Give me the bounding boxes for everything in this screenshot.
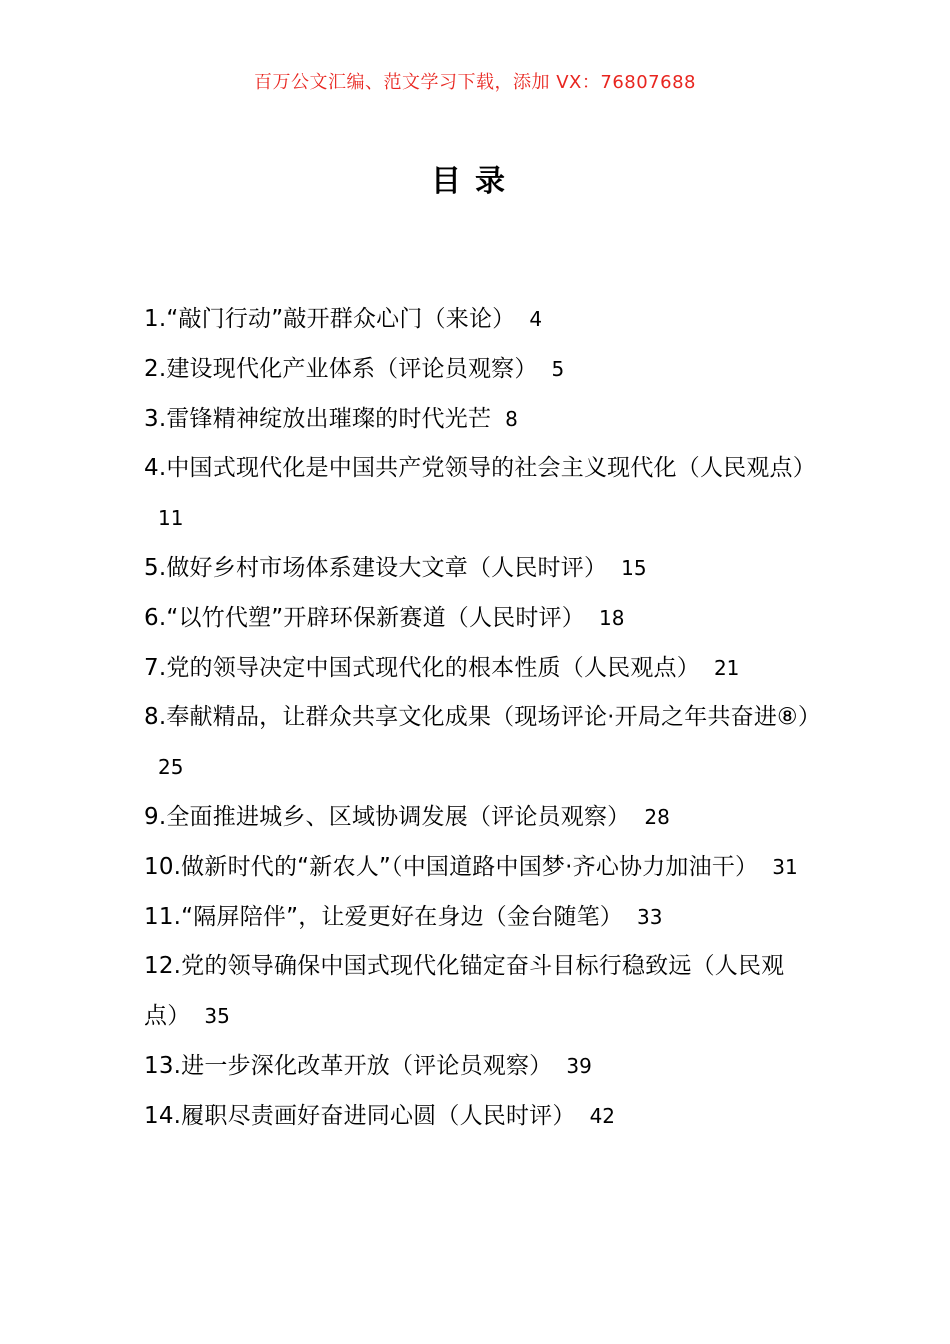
toc-entry-page: 11 xyxy=(158,506,184,531)
toc-entry-text: 2.建设现代化产业体系（评论员观察） xyxy=(144,355,538,382)
toc-entry-page: 21 xyxy=(713,655,740,680)
toc-entry-page: 4 xyxy=(529,307,543,331)
toc-entry-text: 3.雷锋精神绽放出璀璨的时代光芒 xyxy=(144,405,492,432)
toc-entry-text: 10.做新时代的“新农人”（中国道路中国梦·齐心协力加油干） xyxy=(144,853,759,880)
toc-entry-text: 1.“敲门行动”敲开群众心门（来论） xyxy=(144,306,516,332)
toc-entry-page: 42 xyxy=(589,1103,616,1128)
header-note: 百万公文汇编、范文学习下载，添加 VX：76807688 xyxy=(254,72,696,93)
toc-entry[interactable] xyxy=(144,544,812,594)
toc-entry[interactable] xyxy=(144,942,812,1042)
toc-entry[interactable] xyxy=(144,1042,812,1092)
toc-entry-page: 8 xyxy=(505,406,518,431)
toc-entry-page: 5 xyxy=(551,356,565,381)
toc-entry-page: 15 xyxy=(621,555,647,580)
toc-entry[interactable] xyxy=(144,444,816,544)
toc-entry[interactable] xyxy=(144,693,822,793)
toc-entry[interactable] xyxy=(144,295,812,345)
toc-entry[interactable] xyxy=(144,644,812,694)
toc-entry-page: 31 xyxy=(772,854,798,879)
toc-entry-text: 12.党的领导确保中国式现代化锚定奋斗目标行稳致远（人民观点） xyxy=(144,953,785,1030)
toc-entry[interactable] xyxy=(144,1092,812,1142)
toc-entry[interactable] xyxy=(144,345,812,395)
toc-entry-text: 14.履职尽责画好奋进同心圆（人民时评） xyxy=(144,1102,576,1129)
toc-entry[interactable] xyxy=(144,594,812,644)
toc-entry-page: 39 xyxy=(566,1053,592,1078)
toc-entry-text: 7.党的领导决定中国式现代化的根本性质（人民观点） xyxy=(144,654,700,681)
toc-entry-text: 9.全面推进城乡、区域协调发展（评论员观察） xyxy=(144,803,631,830)
toc-entry[interactable] xyxy=(144,893,812,943)
toc-entry[interactable] xyxy=(144,843,812,893)
toc-entry-page: 28 xyxy=(644,804,670,829)
toc-entry-page: 33 xyxy=(637,904,663,929)
toc-entry-page: 35 xyxy=(204,1004,230,1029)
toc-entry[interactable] xyxy=(144,395,812,445)
toc-entry-text: 4.中国式现代化是中国共产党领导的社会主义现代化（人民观点） xyxy=(144,455,816,482)
toc-entry-text: 13.进一步深化改革开放（评论员观察） xyxy=(144,1052,553,1079)
toc-entry-page: 18 xyxy=(598,605,625,630)
toc-entry-text: 5.做好乡村市场体系建设大文章（人民时评） xyxy=(144,554,608,581)
toc-entry-page: 25 xyxy=(158,755,184,780)
page-title: 目录 xyxy=(431,164,519,199)
toc-entry[interactable] xyxy=(144,793,812,843)
toc-list xyxy=(144,295,822,1142)
toc-entry-text: 11.“隔屏陪伴”，让爱更好在身边（金台随笔） xyxy=(144,903,624,930)
toc-entry-text: 8.奉献精品，让群众共享文化成果（现场评论·开局之年共奋进⑧） xyxy=(144,704,822,731)
toc-entry-text: 6.“以竹代塑”开辟环保新赛道（人民时评） xyxy=(144,604,585,631)
